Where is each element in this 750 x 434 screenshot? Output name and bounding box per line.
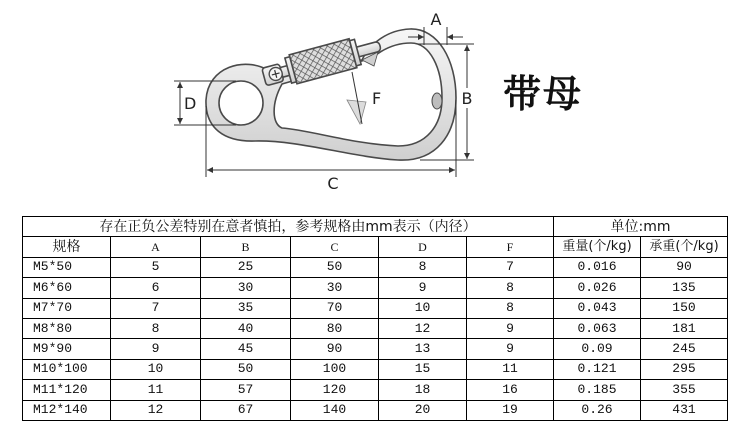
dim-a-cell: 7 — [111, 298, 201, 318]
dim-b-cell: 30 — [201, 278, 291, 298]
dim-b-cell: 45 — [201, 339, 291, 359]
load-cell: 150 — [641, 298, 728, 318]
dim-b-cell: 67 — [201, 400, 291, 420]
spec-cell: M11*120 — [23, 380, 111, 400]
dim-a-cell: 6 — [111, 278, 201, 298]
dim-b-cell: 35 — [201, 298, 291, 318]
load-cell: 245 — [641, 339, 728, 359]
weight-cell: 0.09 — [554, 339, 641, 359]
dim-c-cell: 90 — [291, 339, 379, 359]
weight-cell: 0.121 — [554, 359, 641, 379]
dim-a-cell: 10 — [111, 359, 201, 379]
dim-f-cell: 11 — [467, 359, 554, 379]
dim-c-cell: 80 — [291, 318, 379, 338]
dim-b-cell: 25 — [201, 257, 291, 277]
table-row — [23, 339, 728, 359]
weight-cell: 0.043 — [554, 298, 641, 318]
dimension-c-label: C — [327, 174, 339, 193]
weight-cell: 0.26 — [554, 400, 641, 420]
dimension-d-label: D — [184, 94, 197, 113]
dimension-f-label: F — [372, 89, 382, 108]
header-row — [23, 237, 728, 257]
dim-f-cell: 8 — [467, 278, 554, 298]
dimension-b-label: B — [461, 89, 473, 108]
load-cell: 90 — [641, 257, 728, 277]
dim-f-cell: 16 — [467, 380, 554, 400]
table-row — [23, 278, 728, 298]
load-cell: 295 — [641, 359, 728, 379]
header-c: C — [291, 237, 379, 257]
dim-d-cell: 10 — [379, 298, 467, 318]
dim-f-cell: 19 — [467, 400, 554, 420]
with-nut-caption: 带母 — [503, 71, 584, 116]
dim-c-cell: 50 — [291, 257, 379, 277]
load-cell: 181 — [641, 318, 728, 338]
weight-cell: 0.185 — [554, 380, 641, 400]
table-row — [23, 298, 728, 318]
header-load: 承重(个/kg) — [641, 237, 728, 257]
dim-a-cell: 8 — [111, 318, 201, 338]
dimension-a-label: A — [430, 10, 442, 29]
dim-f-cell: 7 — [467, 257, 554, 277]
weight-cell: 0.026 — [554, 278, 641, 298]
eye-hole — [219, 81, 263, 125]
header-d: D — [379, 237, 467, 257]
header-b: B — [201, 237, 291, 257]
table-row — [23, 257, 728, 277]
snap-hook-drawing — [0, 0, 750, 205]
table-row — [23, 380, 728, 400]
dim-b-cell: 57 — [201, 380, 291, 400]
dim-f-cell: 9 — [467, 318, 554, 338]
spec-cell: M12*140 — [23, 400, 111, 420]
dim-b-cell: 50 — [201, 359, 291, 379]
load-cell: 355 — [641, 380, 728, 400]
weight-cell: 0.063 — [554, 318, 641, 338]
weight-cell: 0.016 — [554, 257, 641, 277]
spec-cell: M10*100 — [23, 359, 111, 379]
dim-c-cell: 120 — [291, 380, 379, 400]
dim-a-cell: 5 — [111, 257, 201, 277]
unit-label: 单位:mm — [554, 217, 728, 237]
table-row — [23, 400, 728, 420]
dim-a-cell: 12 — [111, 400, 201, 420]
table-row — [23, 318, 728, 338]
spec-cell: M7*70 — [23, 298, 111, 318]
dim-d-cell: 20 — [379, 400, 467, 420]
header-spec: 规格 — [23, 237, 111, 257]
spec-cell: M9*90 — [23, 339, 111, 359]
dim-d-cell: 18 — [379, 380, 467, 400]
dim-c-cell: 100 — [291, 359, 379, 379]
dim-b-cell: 40 — [201, 318, 291, 338]
header-a: A — [111, 237, 201, 257]
load-cell: 135 — [641, 278, 728, 298]
load-cell: 431 — [641, 400, 728, 420]
header-weight: 重量(个/kg) — [554, 237, 641, 257]
dim-f-cell: 9 — [467, 339, 554, 359]
note-row — [23, 217, 728, 237]
dim-a-cell: 9 — [111, 339, 201, 359]
header-f: F — [467, 237, 554, 257]
dim-c-cell: 30 — [291, 278, 379, 298]
spec-table — [22, 216, 728, 421]
dim-c-cell: 140 — [291, 400, 379, 420]
table-row — [23, 359, 728, 379]
spec-cell: M6*60 — [23, 278, 111, 298]
dim-d-cell: 12 — [379, 318, 467, 338]
dim-d-cell: 15 — [379, 359, 467, 379]
body-rivet-dot — [432, 93, 442, 109]
dim-d-cell: 9 — [379, 278, 467, 298]
dim-a-cell: 11 — [111, 380, 201, 400]
tolerance-note: 存在正负公差特别在意者慎拍，参考规格由mm表示（内径） — [23, 217, 554, 237]
spec-cell: M8*80 — [23, 318, 111, 338]
dim-d-cell: 8 — [379, 257, 467, 277]
dim-d-cell: 13 — [379, 339, 467, 359]
dim-f-cell: 8 — [467, 298, 554, 318]
dim-c-cell: 70 — [291, 298, 379, 318]
spec-cell: M5*50 — [23, 257, 111, 277]
